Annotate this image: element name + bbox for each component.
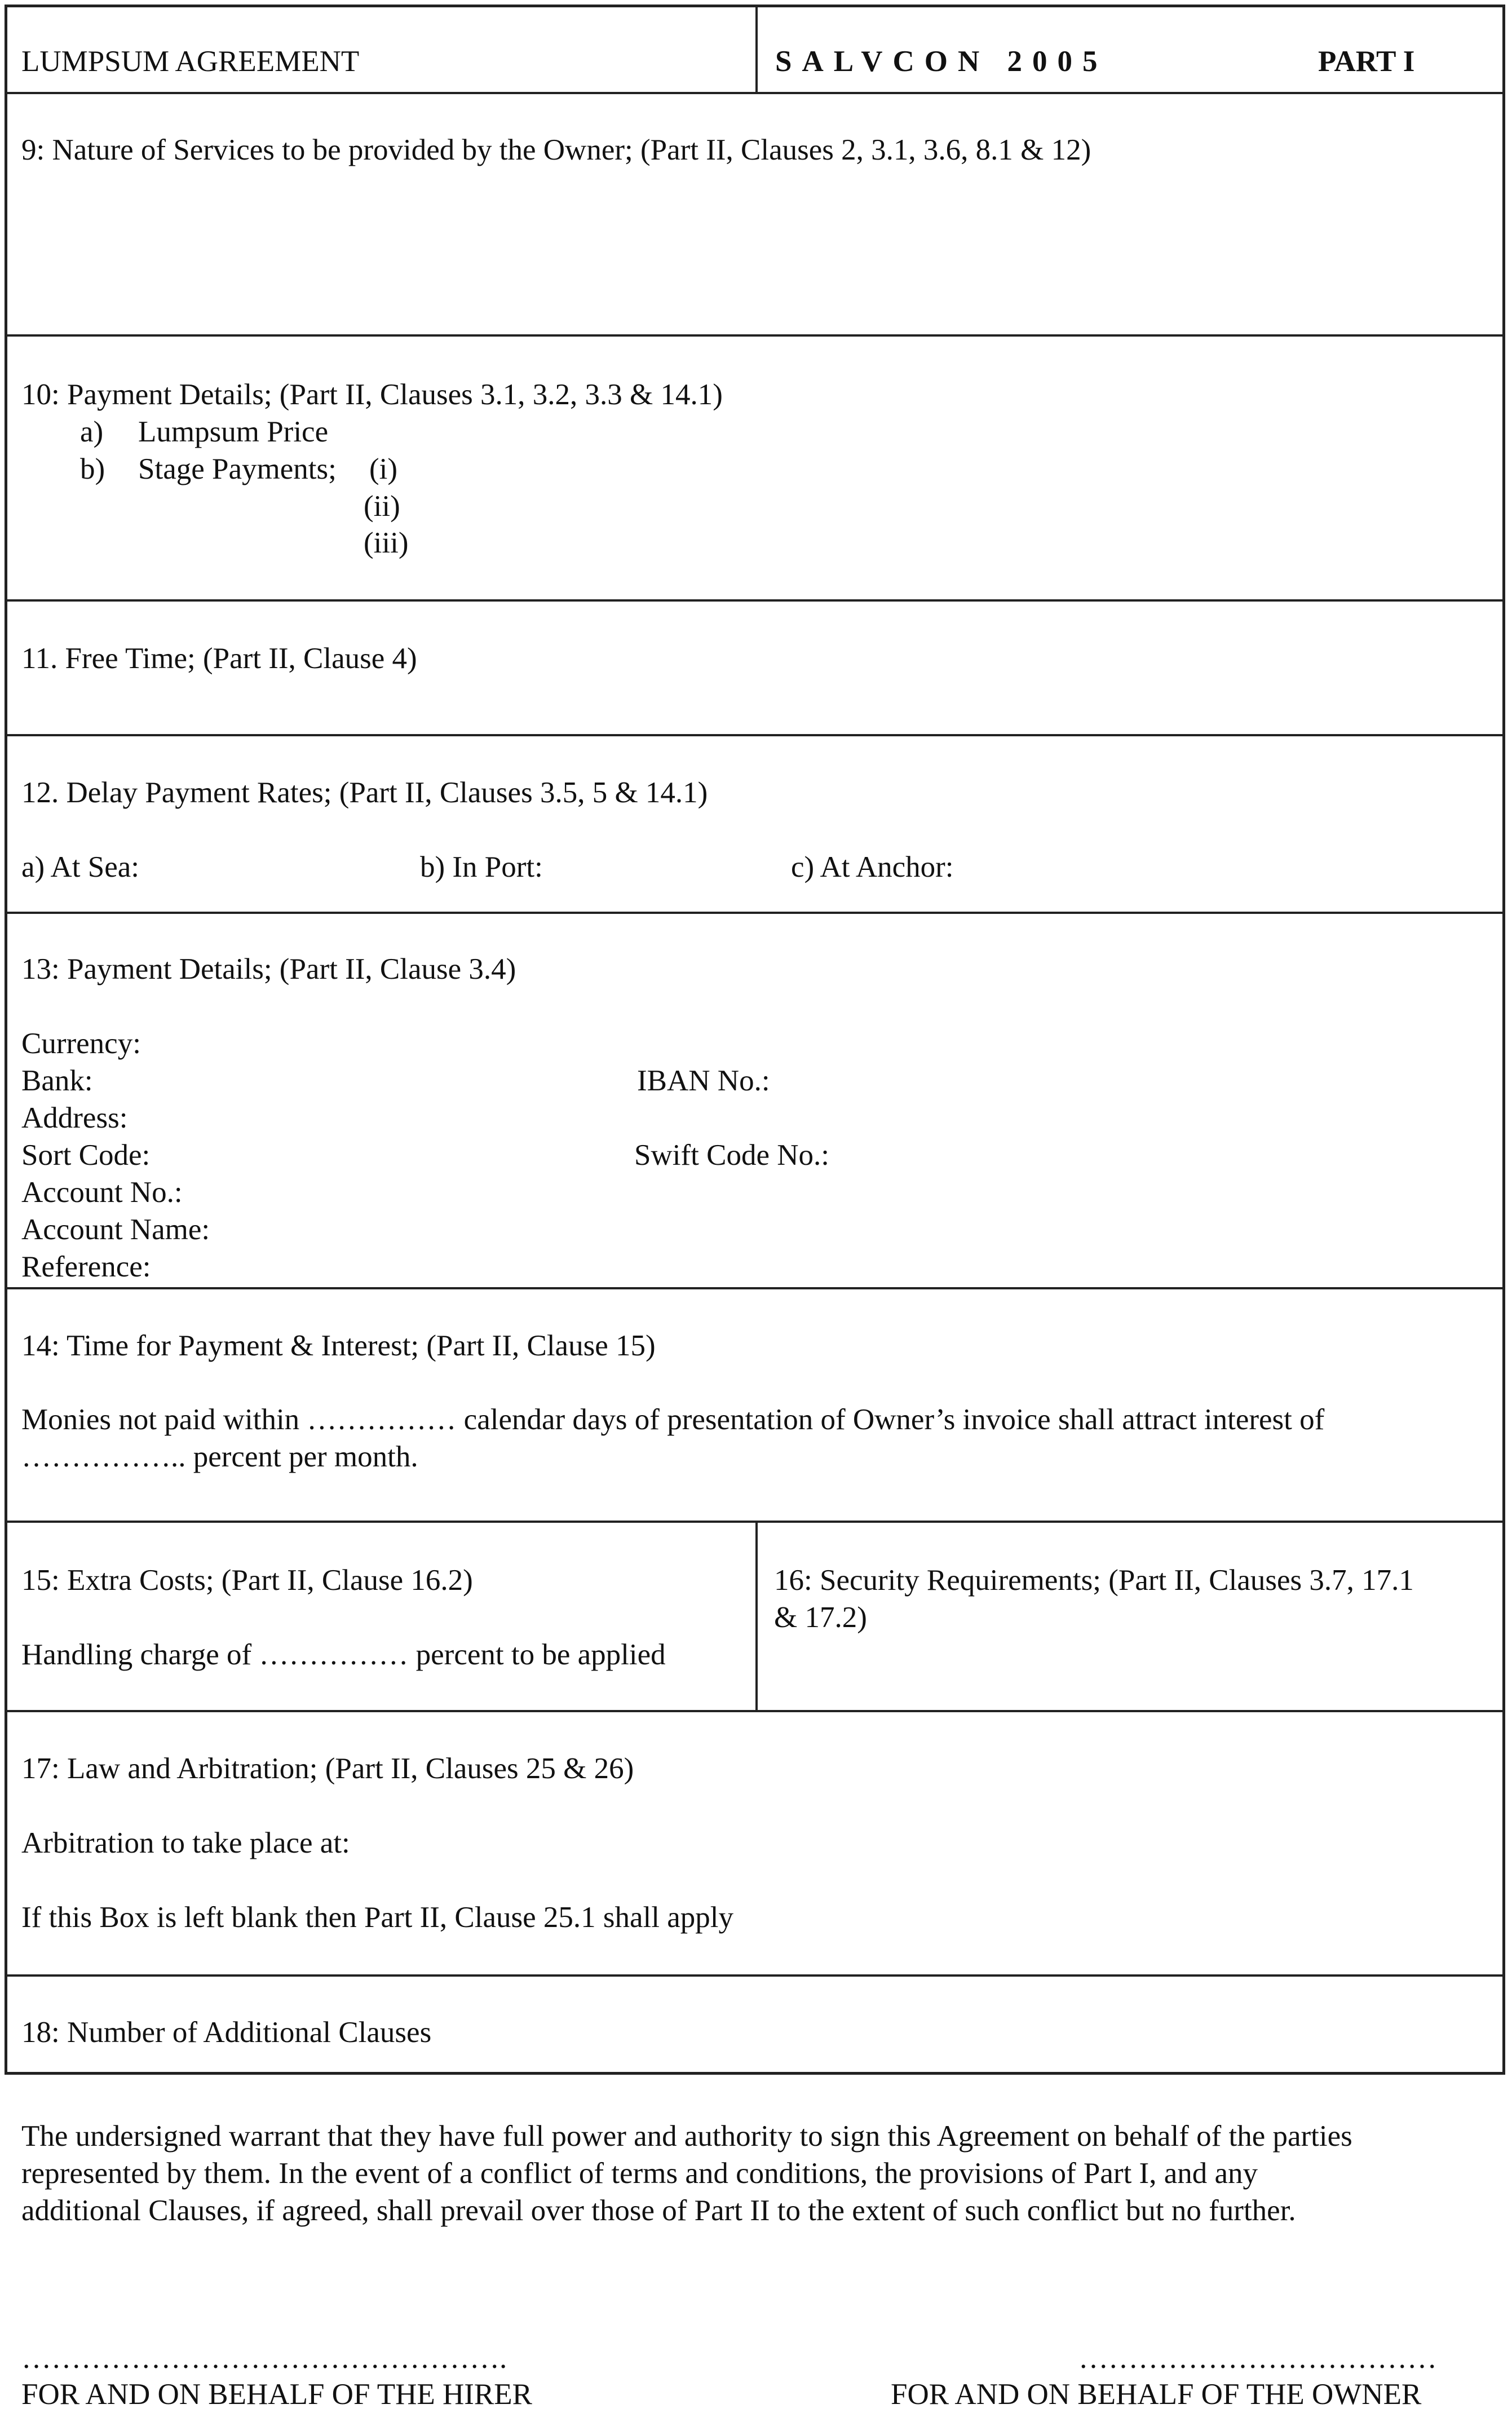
divider-box15-16 — [5, 1710, 1505, 1712]
divider-box11 — [5, 734, 1505, 736]
hirer-signature-label: FOR AND ON BEHALF OF THE HIRER — [21, 2378, 532, 2411]
sort-code-label: Sort Code: — [21, 1139, 151, 1172]
header-column-divider — [755, 5, 758, 93]
swift-code-label: Swift Code No.: — [634, 1139, 829, 1172]
divider-header — [5, 92, 1505, 94]
box14-line1: Monies not paid within …………… calendar days of presentation of Owner’s invoice shall attract interest of — [21, 1403, 1325, 1436]
box10-title: 10: Payment Details; (Part II, Clauses 3.1, 3.2, 3.3 & 14.1) — [21, 378, 723, 411]
box17-title: 17: Law and Arbitration; (Part II, Clauses 25 & 26) — [21, 1752, 634, 1785]
part-label: PART I — [1318, 45, 1415, 78]
reference-label: Reference: — [21, 1250, 151, 1283]
arbitration-location-label: Arbitration to take place at: — [21, 1827, 350, 1859]
iban-label: IBAN No.: — [637, 1064, 770, 1097]
box10-b-label: b) — [80, 453, 105, 485]
divider-box17 — [5, 1974, 1505, 1977]
divider-box9 — [5, 334, 1505, 337]
delay-rate-at-anchor: c) At Anchor: — [791, 851, 954, 883]
box9-title: 9: Nature of Services to be provided by the Owner; (Part II, Clauses 2, 3.1, 3.6, 8.1 & 12) — [21, 134, 1091, 166]
warranty-line1: The undersigned warrant that they have full power and authority to sign this Agreement on behalf of the parties — [21, 2120, 1352, 2153]
box16-title-line2: & 17.2) — [774, 1601, 867, 1634]
box16-title-line1: 16: Security Requirements; (Part II, Clauses 3.7, 17.1 — [774, 1564, 1414, 1597]
form-code: SALVCON 2005 — [775, 45, 1108, 78]
hirer-signature-line: …………………………………………. — [21, 2342, 507, 2375]
currency-label: Currency: — [21, 1027, 141, 1060]
handling-charge-text: Handling charge of …………… percent to be applied — [21, 1638, 666, 1671]
stage-payments-label: Stage Payments; — [138, 453, 337, 485]
box15-16-column-divider — [755, 1521, 758, 1711]
box12-title: 12. Delay Payment Rates; (Part II, Clauses 3.5, 5 & 14.1) — [21, 776, 708, 809]
address-label: Address: — [21, 1102, 128, 1134]
account-name-label: Account Name: — [21, 1213, 210, 1246]
stage-payment-i: (i) — [369, 453, 398, 485]
box17-blank-note: If this Box is left blank then Part II, Clause 25.1 shall apply — [21, 1901, 733, 1934]
delay-rate-in-port: b) In Port: — [420, 851, 543, 883]
lumpsum-price-label: Lumpsum Price — [138, 416, 329, 448]
box18-title: 18: Number of Additional Clauses — [21, 2016, 432, 2049]
bank-label: Bank: — [21, 1064, 93, 1097]
warranty-line2: represented by them. In the event of a conflict of terms and conditions, the provisions of Part I, and any — [21, 2157, 1258, 2190]
box15-title: 15: Extra Costs; (Part II, Clause 16.2) — [21, 1564, 473, 1597]
box14-line2: …………….. percent per month. — [21, 1440, 418, 1473]
box14-title: 14: Time for Payment & Interest; (Part II, Clause 15) — [21, 1329, 656, 1362]
agreement-title: LUMPSUM AGREEMENT — [21, 45, 360, 78]
warranty-line3: additional Clauses, if agreed, shall prevail over those of Part II to the extent of such conflict but no further. — [21, 2194, 1296, 2227]
box13-title: 13: Payment Details; (Part II, Clause 3.4) — [21, 953, 516, 985]
divider-box14 — [5, 1521, 1505, 1523]
box10-a-label: a) — [80, 416, 104, 448]
divider-box10 — [5, 599, 1505, 602]
delay-rate-at-sea: a) At Sea: — [21, 851, 139, 883]
divider-box13 — [5, 1287, 1505, 1289]
stage-payment-iii: (iii) — [364, 527, 409, 559]
owner-signature-line: ……………………………… — [1078, 2342, 1437, 2375]
box11-title: 11. Free Time; (Part II, Clause 4) — [21, 642, 417, 675]
stage-payment-ii: (ii) — [364, 490, 400, 523]
divider-box12 — [5, 912, 1505, 914]
account-no-label: Account No.: — [21, 1176, 183, 1209]
owner-signature-label: FOR AND ON BEHALF OF THE OWNER — [891, 2378, 1422, 2411]
